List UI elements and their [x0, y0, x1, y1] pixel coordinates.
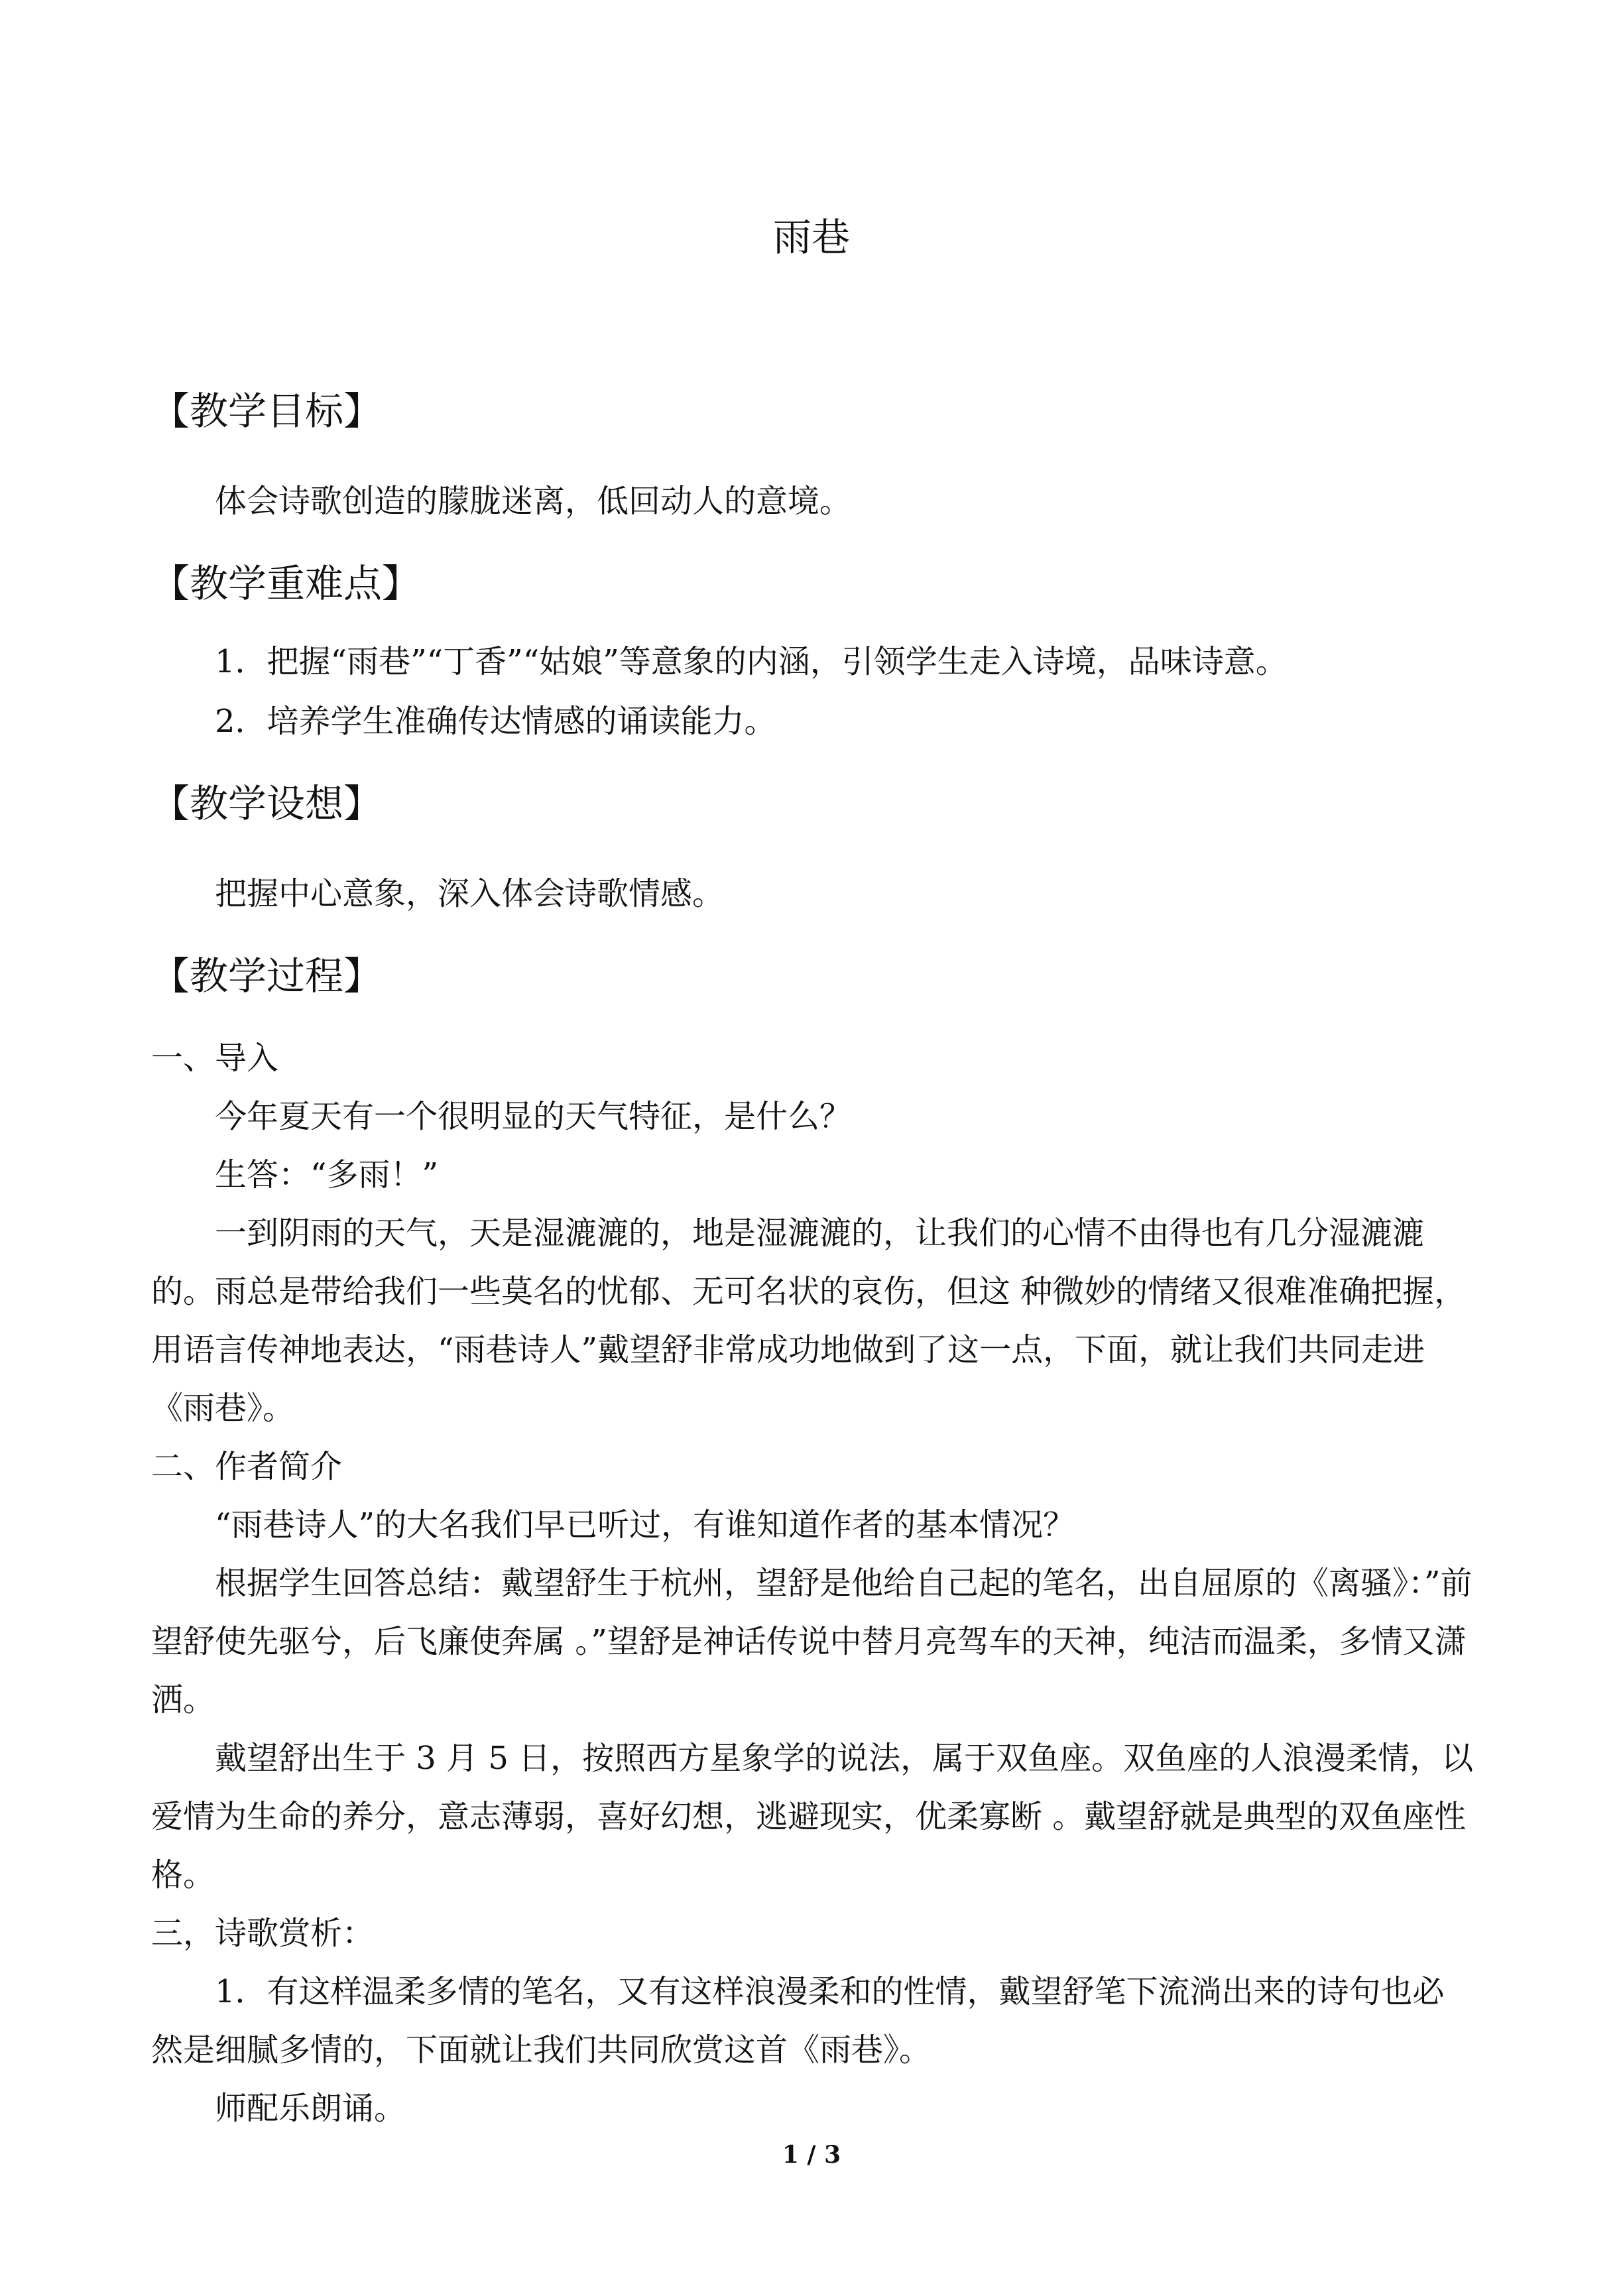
key-points-heading: 【教学重难点】 [151, 561, 421, 606]
goals-text: 体会诗歌创造的朦胧迷离，低回动人的意境。 [215, 483, 852, 520]
paragraph: “雨巷诗人”的大名我们早已听过，有谁知道作者的基本情况？ [215, 1506, 1075, 1543]
key-point-item: 1．把握“雨巷”“丁香”“姑娘”等意象的内涵，引领学生走入诗境，品味诗意。 [215, 643, 1288, 680]
page-title: 雨巷 [772, 215, 850, 260]
paragraph: 生答：“多雨！” [215, 1156, 439, 1193]
paragraph: 1．有这样温柔多情的笔名，又有这样浪漫柔和的性情，戴望舒笔下流淌出来的诗句也必然是细腻多情的，下面就让我们共同欣赏这首《雨巷》。 [151, 1973, 1445, 2069]
process-heading: 【教学过程】 [151, 953, 383, 998]
design-text: 把握中心意象，深入体会诗歌情感。 [215, 875, 725, 912]
document-body [151, 385, 1474, 2138]
design-heading: 【教学设想】 [151, 781, 383, 826]
paragraph: 根据学生回答总结：戴望舒生于杭州，望舒是他给自己起的笔名，出自屈原的《离骚》：”前望舒使先驱兮，后飞廉使奔属 。”望舒是神话传说中替月亮驾车的天神，纯洁而温柔，多情又潇洒。 [151, 1565, 1473, 1719]
paragraph: 一到阴雨的天气，天是湿漉漉的，地是湿漉漉的，让我们的心情不由得也有几分湿漉漉的。雨总是带给我们一些莫名的忧郁、无可名状的哀伤，但这 种微妙的情绪又很难准确把握，用语言传神地表达，“雨巷诗人”戴望舒非常成功地做到了这一点，下面，就让我们共同走进《雨巷》。 [151, 1215, 1467, 1427]
goals-heading: 【教学目标】 [151, 389, 383, 434]
section-title-author: 二、作者简介 [151, 1448, 343, 1485]
paragraph: 今年夏天有一个很明显的天气特征，是什么？ [215, 1098, 852, 1135]
key-point-item: 2．培养学生准确传达情感的诵读能力。 [215, 703, 776, 740]
paragraph: 师配乐朗诵。 [215, 2090, 406, 2127]
section-title-intro: 一、导入 [151, 1040, 279, 1077]
page-number: 1 / 3 [782, 2141, 841, 2169]
paragraph: 戴望舒出生于 3 月 5 日，按照西方星象学的说法，属于双鱼座。双鱼座的人浪漫柔情，以爱情为生命的养分，意志薄弱，喜好幻想，逃避现实，优柔寡断 。戴望舒就是典型的双鱼座性格。 [151, 1740, 1474, 1894]
section-title-analysis: 三，诗歌赏析： [151, 1915, 375, 1952]
